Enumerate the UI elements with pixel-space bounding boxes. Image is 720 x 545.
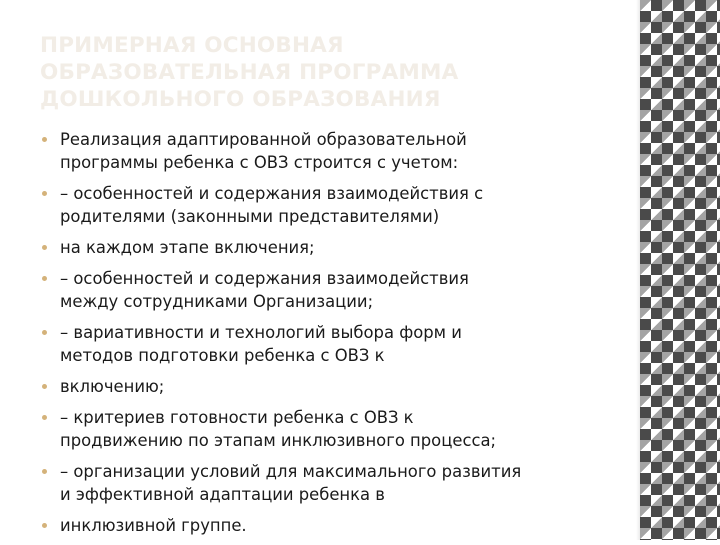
bullet-dot-icon	[42, 415, 47, 420]
bullet-dot-icon	[42, 276, 47, 281]
bullet-dot-icon	[42, 469, 47, 474]
bullet-line: – вариативности и технологий выбора форм и	[60, 323, 462, 342]
bullet-item	[42, 375, 627, 398]
bullet-line: – особенностей и содержания взаимодействия	[60, 269, 469, 288]
bullet-dot-icon	[42, 384, 47, 389]
bullet-item	[42, 128, 627, 174]
bullet-dot-icon	[42, 330, 47, 335]
bullet-line: – организации условий для максимального развития	[60, 462, 522, 481]
slide-title	[40, 32, 600, 113]
bullet-text	[60, 514, 627, 537]
bullet-line: на каждом этапе включения;	[60, 238, 315, 257]
bullet-text	[60, 460, 627, 506]
bullet-item	[42, 267, 627, 313]
bullet-list	[42, 128, 627, 545]
bullet-text	[60, 182, 627, 228]
bullet-line: – особенностей и содержания взаимодействия с	[60, 184, 484, 203]
bullet-item	[42, 321, 627, 367]
bullet-text	[60, 128, 627, 174]
bullet-line: родителями (законными представителями)	[60, 207, 440, 226]
bullet-line: Реализация адаптированной образовательной	[60, 130, 467, 149]
bullet-item	[42, 236, 627, 259]
bullet-dot-icon	[42, 137, 47, 142]
bullet-line: методов подготовки ребенка с ОВЗ к	[60, 346, 385, 365]
bullet-line: – критериев готовности ребенка с ОВЗ к	[60, 408, 414, 427]
title-line-3: ДОШКОЛЬНОГО ОБРАЗОВАНИЯ	[40, 87, 441, 112]
bullet-line: и эффективной адаптации ребенка в	[60, 485, 385, 504]
bullet-item	[42, 460, 627, 506]
bullet-item	[42, 182, 627, 228]
bullet-line: программы ребенка с ОВЗ строится с учетом:	[60, 153, 459, 172]
bullet-text	[60, 236, 627, 259]
bullet-line: между сотрудниками Организации;	[60, 292, 374, 311]
bullet-item	[42, 406, 627, 452]
bullet-text	[60, 267, 627, 313]
title-line-1: ПРИМЕРНАЯ ОСНОВНАЯ	[40, 33, 344, 58]
bullet-text	[60, 321, 627, 367]
decorative-pattern-overlay	[640, 0, 720, 540]
bullet-line: инклюзивной группе.	[60, 516, 247, 535]
bullet-dot-icon	[42, 245, 47, 250]
bullet-text	[60, 406, 627, 452]
bullet-text	[60, 375, 627, 398]
bullet-item	[42, 514, 627, 537]
title-line-2: ОБРАЗОВАТЕЛЬНАЯ ПРОГРАММА	[40, 60, 459, 85]
bullet-dot-icon	[42, 191, 47, 196]
bullet-line: включению;	[60, 377, 165, 396]
bullet-line: продвижению по этапам инклюзивного процесса;	[60, 431, 497, 450]
bullet-dot-icon	[42, 523, 47, 528]
